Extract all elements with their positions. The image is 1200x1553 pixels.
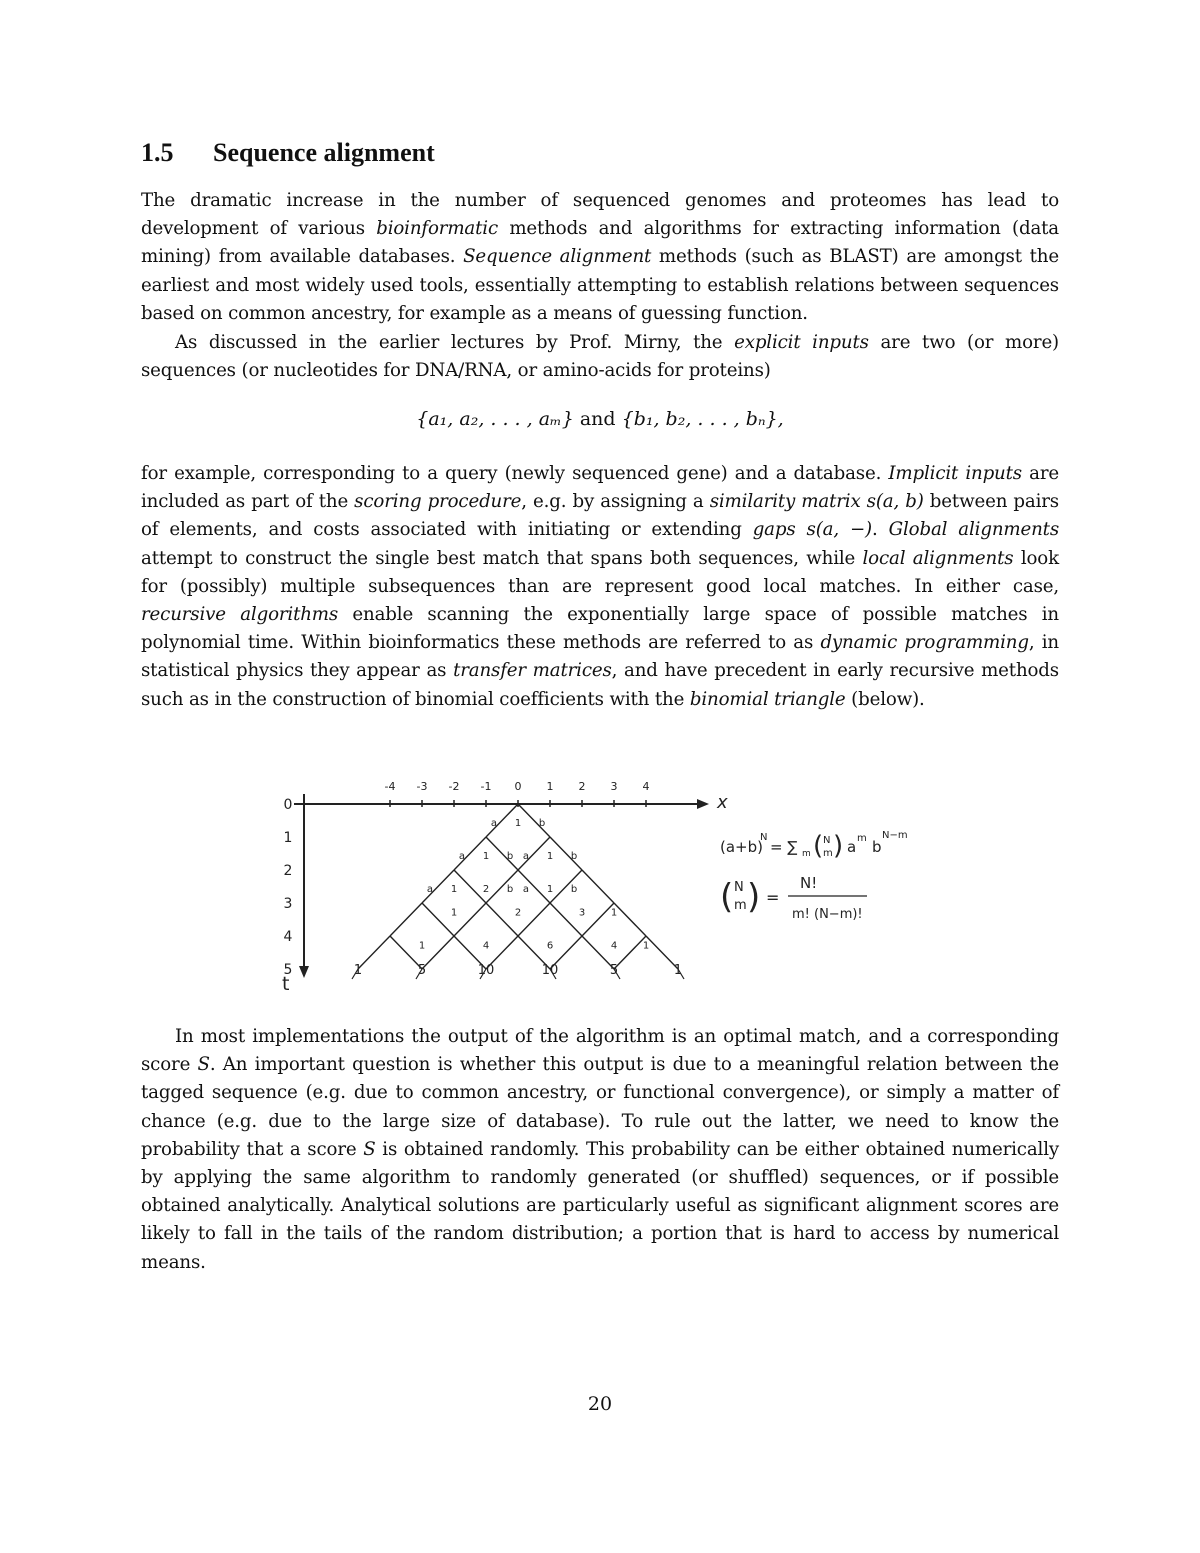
node-label: b xyxy=(538,818,546,830)
bottom-row-value: 1 xyxy=(673,963,683,978)
bottom-row-value: 10 xyxy=(477,963,495,978)
emphasis: Implicit inputs xyxy=(888,463,1022,484)
node-label: 1 xyxy=(514,818,522,830)
lattice-edge xyxy=(422,936,454,969)
lattice-edge xyxy=(518,903,550,936)
node-label: 1 xyxy=(642,940,650,952)
emphasis: similarity matrix s(a, b) xyxy=(709,491,924,513)
sequence-a: {a₁, a₂, . . . , aₘ} xyxy=(416,408,574,430)
coef-numerator: N! xyxy=(800,874,818,892)
node-label: a xyxy=(522,884,530,896)
text-run: As discussed in the earlier lectures by Prof. Mirny, the xyxy=(175,332,735,353)
coef-top: N xyxy=(734,880,744,895)
node-label: 1 xyxy=(450,907,458,919)
formula-sum: = ∑ xyxy=(770,838,798,856)
t-tick-label: 3 xyxy=(283,896,293,912)
binomial-expansion-formula xyxy=(720,830,908,861)
bottom-row-value: 10 xyxy=(541,963,559,978)
text-run: In most implementations the output of the algorithm is an optimal match, and a corresponding score xyxy=(141,1026,1059,1076)
bottom-row-value: 1 xyxy=(353,963,363,978)
x-tick-label: -3 xyxy=(416,780,428,793)
text-run: . xyxy=(872,519,889,541)
lattice-edge xyxy=(486,870,518,903)
coef-denominator: m! (N−m)! xyxy=(792,907,863,922)
t-label-group xyxy=(284,797,293,978)
x-axis-label: x xyxy=(717,792,728,813)
node-label: 1 xyxy=(450,884,458,896)
text-run: methods (such as BLAST) are amongst the earliest and most widely used tools, essentially attempting to establish relations between sequences based on common ancestry, for example as a means of guessing function. xyxy=(141,246,1059,324)
x-tick-group xyxy=(385,780,650,807)
x-tick-label: 1 xyxy=(546,780,554,793)
text-run: attempt to construct the single best match that spans both sequences, while xyxy=(141,547,863,569)
emphasis: dynamic programming xyxy=(820,632,1029,654)
lattice-edge xyxy=(550,903,582,936)
node-label: 6 xyxy=(546,940,554,952)
node-label: b xyxy=(570,884,578,896)
x-tick-label: 4 xyxy=(642,780,650,793)
bottom-row-group xyxy=(354,963,682,978)
node-label: 1 xyxy=(546,851,554,863)
emphasis: bioinformatic xyxy=(376,218,498,240)
x-tick-label: -4 xyxy=(384,780,396,793)
binom-bottom: m xyxy=(823,848,833,859)
text-run: methods and algorithms for extracting information (data mining) from available databases. xyxy=(141,218,1059,268)
text-run: , e.g. by assigning a xyxy=(521,491,710,513)
lattice-edge xyxy=(486,903,518,936)
x-tick-label: 2 xyxy=(578,780,586,793)
lattice-edge xyxy=(486,837,518,870)
text-run: is obtained randomly. This probability can be either obtained numerically by applying the same algorithm to randomly generated (or shuffled) sequences, or if possible obtained analytically. Analytical solutions are particularly useful as significant alignment scores are likely to fall in the tails of the random distribution; a portion that is hard to access by numerical means. xyxy=(141,1138,1059,1273)
bottom-row-value: 5 xyxy=(609,963,619,978)
coef-bottom: m xyxy=(734,898,747,913)
node-label: a xyxy=(458,851,466,863)
node-label: 1 xyxy=(546,884,554,896)
formula-a-exponent: m xyxy=(857,833,867,844)
node-label: b xyxy=(506,884,514,896)
lattice-group xyxy=(352,804,684,979)
t-tick-label: 0 xyxy=(283,797,293,813)
binomial-coefficient-formula xyxy=(720,874,867,922)
emphasis: S xyxy=(363,1138,376,1160)
emphasis: scoring procedure xyxy=(354,491,522,513)
node-label: 2 xyxy=(514,907,522,919)
node-label: 4 xyxy=(482,940,490,952)
binomial-triangle-figure xyxy=(272,770,932,992)
text-run: between pairs of elements, and costs associated with initiating or extending xyxy=(141,491,1059,541)
formula-lhs-exponent: N xyxy=(760,832,768,843)
emphasis: explicit inputs xyxy=(734,332,869,353)
node-label: 3 xyxy=(578,907,586,919)
binom-left-paren: ( xyxy=(813,831,824,861)
node-label: 2 xyxy=(482,884,490,896)
x-tick-label: -1 xyxy=(480,780,492,793)
emphasis: binomial triangle xyxy=(689,688,846,710)
text-run: are included as part of the xyxy=(141,463,1059,513)
x-tick-label: 3 xyxy=(610,780,618,793)
coef-equals: = xyxy=(766,888,780,907)
binom-top: N xyxy=(823,835,831,846)
t-tick-label: 4 xyxy=(283,929,293,945)
page-number: 20 xyxy=(587,1393,613,1415)
sequence-b: {b₁, b₂, . . . , bₙ}, xyxy=(621,408,784,430)
formula-b: b xyxy=(872,838,882,856)
node-label: 1 xyxy=(610,907,618,919)
t-axis-label: t xyxy=(282,973,290,992)
node-label: a xyxy=(426,884,434,896)
x-tick-label: -2 xyxy=(448,780,460,793)
text-run: are two (or more) sequences (or nucleotides for DNA/RNA, or amino-acids for proteins) xyxy=(141,332,1060,382)
lattice-edge xyxy=(582,870,614,903)
node-label: b xyxy=(506,851,514,863)
text-run: for example, corresponding to a query (newly sequenced gene) and a database. xyxy=(141,463,889,484)
t-tick-label: 2 xyxy=(283,863,293,879)
node-label: 4 xyxy=(610,940,618,952)
coef-left-paren: ( xyxy=(720,877,734,917)
emphasis: Sequence alignment xyxy=(463,246,652,268)
equation-and: and xyxy=(573,408,622,430)
lattice-edge xyxy=(454,903,486,936)
lattice-edge xyxy=(614,936,646,969)
t-tick-label: 1 xyxy=(283,830,293,846)
lattice-edge xyxy=(358,936,390,969)
emphasis: recursive algorithms xyxy=(141,604,339,626)
node-label-group xyxy=(419,818,649,951)
coef-right-paren: ) xyxy=(747,877,761,917)
node-label: a xyxy=(522,851,530,863)
text-run: , and have precedent in early recursive methods such as in the construction of binomial coefficients with the xyxy=(141,660,1059,710)
emphasis: gaps s(a, −) xyxy=(752,519,872,541)
lattice-edge xyxy=(614,903,646,936)
section-title: Sequence alignment xyxy=(213,138,435,167)
text-run: look for (possibly) multiple subsequences than are represent good local matches. In either case, xyxy=(141,547,1059,597)
lattice-edge xyxy=(454,870,486,903)
emphasis: Global alignments xyxy=(888,519,1059,541)
paragraph-significance xyxy=(141,1023,1059,1277)
emphasis: transfer matrices xyxy=(453,660,612,682)
formula-lhs: (a+b) xyxy=(720,838,763,856)
x-axis-arrow xyxy=(697,799,709,809)
paragraph-intro xyxy=(141,187,1059,328)
binom-right-paren: ) xyxy=(833,831,844,861)
node-label: 1 xyxy=(482,851,490,863)
formula-sum-index: m xyxy=(802,849,811,859)
sequence-equation xyxy=(0,408,1200,430)
node-label: 1 xyxy=(418,940,426,952)
node-label: a xyxy=(490,818,498,830)
x-tick-label: 0 xyxy=(514,780,522,793)
lattice-edge xyxy=(518,804,550,837)
text-run: . An important question is whether this output is due to a meaningful relation between the tagged sequence (e.g. due to common ancestry, or functional convergence), or simply a matter of chance (e.g. due to the large size of database). To rule out the latter, we need to know the probability that a score xyxy=(141,1054,1060,1160)
bottom-row-value: 5 xyxy=(417,963,427,978)
lattice-edge xyxy=(422,903,454,936)
section-heading xyxy=(141,138,435,168)
lattice-edge xyxy=(550,837,582,870)
text-run: enable scanning the exponentially large space of possible matches in polynomial time. Within bioinformatics these methods are referred to as xyxy=(141,604,1059,654)
text-run: (below). xyxy=(845,688,925,710)
node-label: b xyxy=(570,851,578,863)
lattice-edge xyxy=(390,903,422,936)
t-axis-arrow xyxy=(299,966,309,978)
paragraph-inputs xyxy=(141,329,1059,385)
t-tick-label: 5 xyxy=(283,962,293,978)
paragraph-scoring xyxy=(141,460,1059,714)
emphasis: local alignments xyxy=(862,547,1014,569)
emphasis: S xyxy=(197,1054,210,1076)
lattice-edge xyxy=(582,903,614,936)
formula-a: a xyxy=(847,838,857,856)
text-run: , in statistical physics they appear as xyxy=(141,632,1059,682)
section-number: 1.5 xyxy=(141,138,174,167)
text-run: The dramatic increase in the number of sequenced genomes and proteomes has lead to development of various xyxy=(141,190,1059,240)
formula-b-exponent: N−m xyxy=(882,830,908,841)
lattice-edge xyxy=(550,870,582,903)
